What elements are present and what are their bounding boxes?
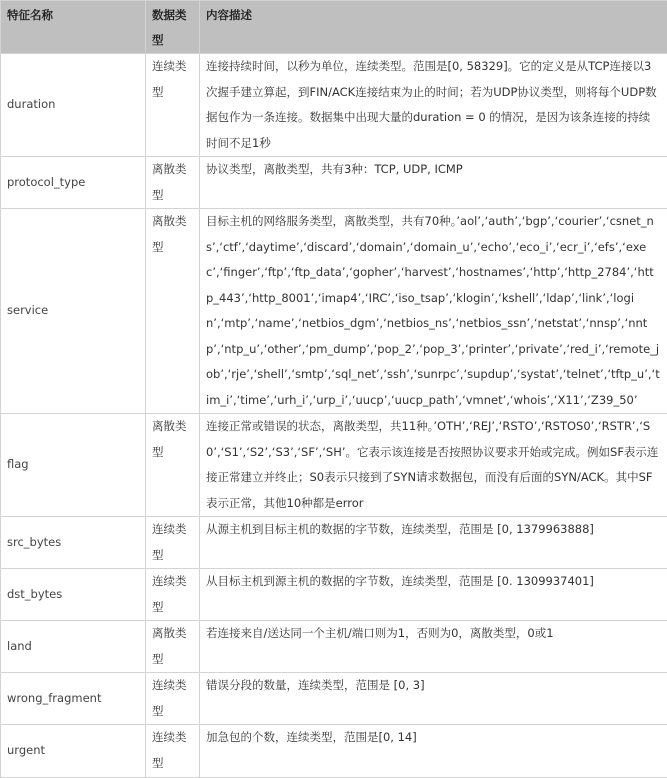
data-type: 离散类型 <box>146 414 200 517</box>
table-row <box>1 414 667 517</box>
feature-description: 连接持续时间，以秒为单位，连续类型。范围是[0, 58329]。它的定义是从TCP连接以3次握手建立算起，到FIN/ACK连接结束为止的时间；若为UDP协议类型，则将每个UDP数据包作为一条连接。数据集中出现大量的duration = 0 的情况，是因为该条连接的持续时间不足1秒 <box>200 54 667 157</box>
data-type: 离散类型 <box>146 209 200 414</box>
table-row <box>1 157 667 209</box>
feature-name: protocol_type <box>1 157 146 209</box>
table-row <box>1 517 667 569</box>
table-row <box>1 621 667 673</box>
feature-description: 从源主机到目标主机的数据的字节数，连续类型，范围是 [0, 1379963888] <box>200 517 667 569</box>
feature-description: 连接正常或错误的状态，离散类型，共11种。’OTH’,‘REJ’,‘RSTO’,‘RSTOS0’,‘RSTR’,‘S0’,‘S1’,‘S2’,‘S3’,‘SF’,‘SH’。它表示该连接是否按照协议要求开始或完成。例如SF表示连接正常建立并终止；S0表示只接到了SYN请求数据包，而没有后面的SYN/ACK。其中SF表示正常，其他10种都是error <box>200 414 667 517</box>
feature-description: 从目标主机到源主机的数据的字节数，连续类型，范围是 [0. 1309937401] <box>200 569 667 621</box>
feature-name: urgent <box>1 725 146 778</box>
data-type: 离散类型 <box>146 621 200 673</box>
feature-name: duration <box>1 54 146 157</box>
table-row <box>1 54 667 157</box>
feature-name: wrong_fragment <box>1 673 146 725</box>
table-row <box>1 725 667 778</box>
feature-description: 加急包的个数，连续类型，范围是[0, 14] <box>200 725 667 778</box>
feature-description: 错误分段的数量，连续类型，范围是 [0, 3] <box>200 673 667 725</box>
data-type: 离散类型 <box>146 157 200 209</box>
feature-name: src_bytes <box>1 517 146 569</box>
data-type: 连续类型 <box>146 725 200 778</box>
header-description: 内容描述 <box>200 1 667 54</box>
table-row <box>1 673 667 725</box>
feature-description: 目标主机的网络服务类型，离散类型，共有70种。’aol’,‘auth’,‘bgp’,‘courier’,‘csnet_ns’,‘ctf’,‘daytime’,‘discard’,‘domain’,‘domain_u’,‘echo’,‘eco_i’,‘ecr_i’,‘efs’,‘exec’,‘finger’,‘ftp’,‘ftp_data’,‘gopher’,‘harvest’,‘hostnames’,‘http’,‘http_2784’,‘http_443’,‘http_8001’,‘imap4’,‘IRC’,‘iso_tsap’,‘klogin’,‘kshell’,‘ldap’,‘link’,‘login’,‘mtp’,‘name’,‘netbios_dgm’,‘netbios_ns’,‘netbios_ssn’,‘netstat’,‘nnsp’,‘nntp’,‘ntp_u’,‘other’,‘pm_dump’,‘pop_2’,‘pop_3’,‘printer’,‘private’,‘red_i’,‘remote_job’,‘rje’,‘shell’,‘smtp’,‘sql_net’,‘ssh’,‘sunrpc’,‘supdup’,‘systat’,‘telnet’,‘tftp_u’,‘tim_i’,‘time’,‘urh_i’,‘urp_i’,‘uucp’,‘uucp_path’,‘vmnet’,‘whois’,‘X11’,‘Z39_50’ <box>200 209 667 414</box>
feature-name: flag <box>1 414 146 517</box>
feature-description: 协议类型，离散类型，共有3种：TCP, UDP, ICMP <box>200 157 667 209</box>
feature-description: 若连接来自/送达同一个主机/端口则为1，否则为0，离散类型，0或1 <box>200 621 667 673</box>
feature-name: dst_bytes <box>1 569 146 621</box>
table-row <box>1 209 667 414</box>
data-type: 连续类型 <box>146 517 200 569</box>
feature-name: service <box>1 209 146 414</box>
header-feature-name: 特征名称 <box>1 1 146 54</box>
header-row <box>1 1 667 54</box>
data-type: 连续类型 <box>146 569 200 621</box>
data-type: 连续类型 <box>146 673 200 725</box>
table-row <box>1 569 667 621</box>
header-data-type: 数据类型 <box>146 1 200 54</box>
feature-name: land <box>1 621 146 673</box>
data-type: 连续类型 <box>146 54 200 157</box>
